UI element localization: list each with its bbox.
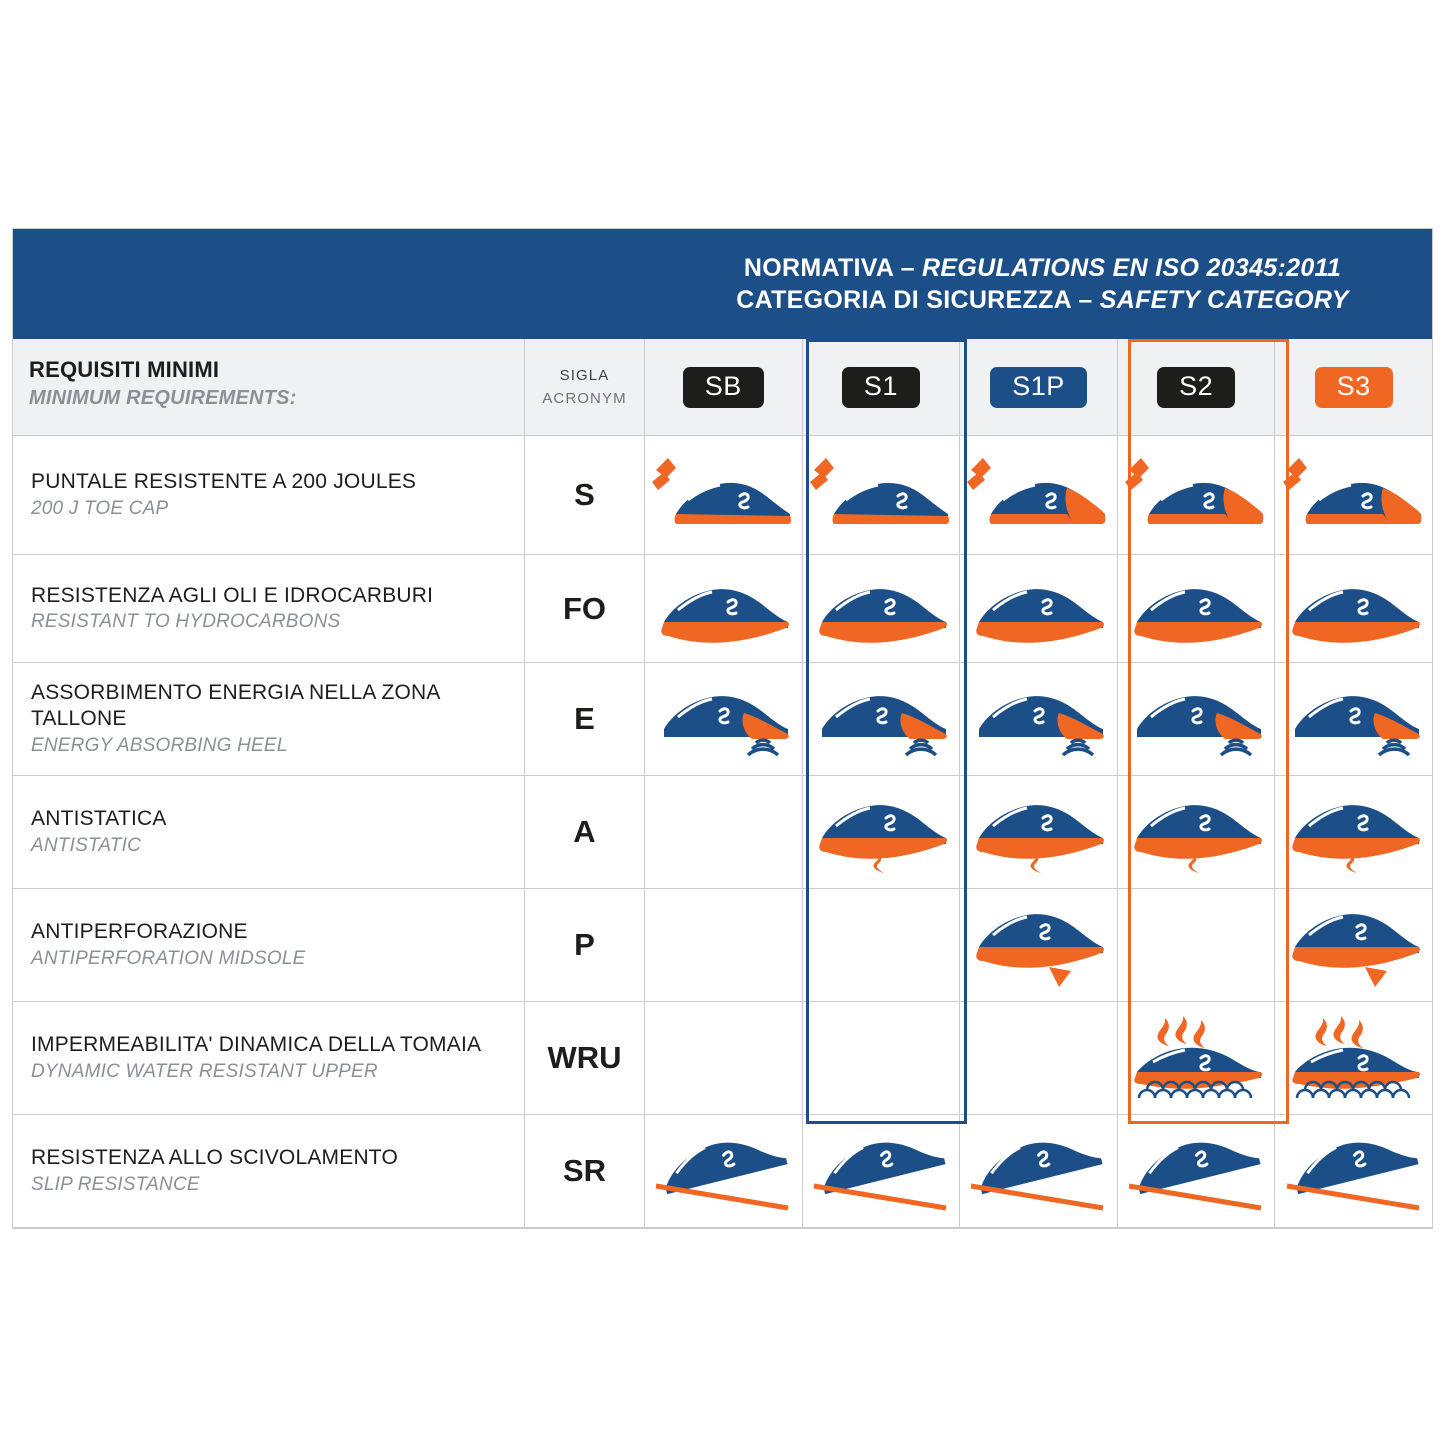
cell-s1p-a (960, 776, 1118, 888)
shoe-oil-resistant-sole-icon (806, 570, 956, 648)
cell-s2-a (1118, 776, 1276, 888)
cell-s1-fo (803, 555, 961, 662)
cell-s1-s (803, 436, 961, 554)
requirement-en: DYNAMIC WATER RESISTANT UPPER (31, 1060, 378, 1082)
requirement-it: RESISTENZA AGLI OLI E IDROCARBURI (31, 583, 434, 607)
shoe-antiperforation-icon (1279, 901, 1429, 989)
band-title-block (645, 229, 1432, 339)
category-header-s2[interactable] (1118, 339, 1276, 435)
cell-s1p-fo (960, 555, 1118, 662)
requirement-en: SLIP RESISTANCE (31, 1173, 200, 1195)
cell-s1p-sr (960, 1115, 1118, 1227)
cell-s3-s (1275, 436, 1432, 554)
requirements-header-en: MINIMUM REQUIREMENTS: (29, 387, 297, 409)
acronym-cell: SR (525, 1115, 645, 1227)
requirement-it: PUNTALE RESISTENTE A 200 JOULES (31, 470, 417, 494)
requirement-label-cell (13, 663, 525, 775)
shoe-oil-resistant-sole-icon (1279, 570, 1429, 648)
safety-category-italic: SAFETY CATEGORY (1099, 286, 1349, 314)
requirement-it: ANTIPERFORAZIONE (31, 920, 248, 944)
requirement-it: ANTISTATICA (31, 807, 167, 831)
category-header-s3[interactable] (1275, 339, 1432, 435)
acronym-cell: S (525, 436, 645, 554)
shoe-energy-absorbing-heel-icon (963, 679, 1113, 759)
requirement-en: 200 J TOE CAP (31, 497, 169, 519)
acronym-cell: P (525, 889, 645, 1001)
requirement-en: ANTIPERFORATION MIDSOLE (31, 947, 306, 969)
cell-sb-e (645, 663, 803, 775)
table-header-band (13, 229, 1432, 339)
acronym-cell: WRU (525, 1002, 645, 1114)
table-row (13, 1002, 1432, 1115)
regulation-title-line (653, 252, 1432, 284)
shoe-oil-resistant-sole-icon (648, 570, 798, 648)
shoe-slip-resistance-icon (806, 1128, 956, 1214)
cell-sb-wru-empty (645, 1002, 803, 1114)
cell-s1-e (803, 663, 961, 775)
shoe-toe-cap-icon (806, 452, 956, 538)
requirement-en: ENERGY ABSORBING HEEL (31, 734, 288, 756)
shoe-energy-absorbing-heel-icon (648, 679, 798, 759)
table-row (13, 663, 1432, 776)
cell-s2-wru (1118, 1002, 1276, 1114)
shoe-slip-resistance-icon (963, 1128, 1113, 1214)
cell-sb-a-empty (645, 776, 803, 888)
cell-s1-wru-empty (803, 1002, 961, 1114)
table-row (13, 776, 1432, 889)
requirements-header-cell (13, 339, 525, 435)
shoe-toe-cap-icon (1279, 452, 1429, 538)
safety-category-prefix: CATEGORIA DI SICUREZZA – (736, 286, 1100, 314)
requirements-header-it: REQUISITI MINIMI (29, 357, 220, 382)
table-row (13, 1115, 1432, 1228)
acronym-cell: E (525, 663, 645, 775)
shoe-oil-resistant-sole-icon (1121, 570, 1271, 648)
requirement-label-cell (13, 1115, 525, 1227)
cell-sb-sr (645, 1115, 803, 1227)
shoe-toe-cap-icon (648, 452, 798, 538)
cell-s3-p (1275, 889, 1432, 1001)
cell-s3-a (1275, 776, 1432, 888)
shoe-antistatic-icon (1121, 790, 1271, 874)
cell-s3-wru (1275, 1002, 1432, 1114)
requirement-en: RESISTANT TO HYDROCARBONS (31, 611, 341, 633)
cell-s2-sr (1118, 1115, 1276, 1227)
cell-sb-p-empty (645, 889, 803, 1001)
category-header-sb[interactable] (645, 339, 803, 435)
shoe-antiperforation-icon (963, 901, 1113, 989)
cell-s3-sr (1275, 1115, 1432, 1227)
requirements-table (12, 228, 1433, 1229)
shoe-water-resistant-upper-icon (1279, 1010, 1429, 1106)
cell-sb-s (645, 436, 803, 554)
safety-category-title-line (653, 284, 1432, 316)
requirement-it: RESISTENZA ALLO SCIVOLAMENTO (31, 1146, 398, 1170)
shoe-toe-cap-icon (963, 452, 1113, 538)
table-row (13, 555, 1432, 663)
band-left-spacer (13, 229, 645, 339)
shoe-water-resistant-upper-icon (1121, 1010, 1271, 1106)
category-chip-s1p: S1P (990, 367, 1087, 408)
acronym-header-en: ACRONYM (542, 390, 627, 407)
regulation-title-prefix: NORMATIVA – (743, 254, 923, 282)
shoe-energy-absorbing-heel-icon (1279, 679, 1429, 759)
table-row (13, 889, 1432, 1002)
cell-s1-a (803, 776, 961, 888)
category-chip-s3: S3 (1315, 367, 1393, 408)
category-header-row (13, 339, 1432, 436)
shoe-antistatic-icon (806, 790, 956, 874)
requirement-label-cell (13, 776, 525, 888)
requirement-it: IMPERMEABILITA' DINAMICA DELLA TOMAIA (31, 1033, 482, 1057)
category-chip-s2: S2 (1157, 367, 1235, 408)
requirement-label-cell (13, 555, 525, 662)
shoe-toe-cap-icon (1121, 452, 1271, 538)
shoe-antistatic-icon (1279, 790, 1429, 874)
category-header-s1[interactable] (803, 339, 961, 435)
cell-s1p-p (960, 889, 1118, 1001)
cell-sb-fo (645, 555, 803, 662)
requirement-it: ASSORBIMENTO ENERGIA NELLA ZONA TALLONE (31, 681, 440, 731)
cell-s2-fo (1118, 555, 1276, 662)
cell-s2-s (1118, 436, 1276, 554)
regulation-title-italic: REGULATIONS EN ISO 20345:2011 (922, 254, 1342, 282)
shoe-slip-resistance-icon (1279, 1128, 1429, 1214)
category-chip-sb: SB (683, 367, 764, 408)
cell-s1p-e (960, 663, 1118, 775)
cell-s1p-s (960, 436, 1118, 554)
requirement-label-cell (13, 1002, 525, 1114)
shoe-oil-resistant-sole-icon (963, 570, 1113, 648)
cell-s1-p-empty (803, 889, 961, 1001)
acronym-cell: A (525, 776, 645, 888)
shoe-slip-resistance-icon (648, 1128, 798, 1214)
shoe-antistatic-icon (963, 790, 1113, 874)
cell-s3-fo (1275, 555, 1432, 662)
shoe-energy-absorbing-heel-icon (1121, 679, 1271, 759)
requirement-en: ANTISTATIC (31, 834, 142, 856)
acronym-header-it: SIGLA (559, 366, 610, 384)
requirement-label-cell (13, 436, 525, 554)
acronym-header-cell (525, 339, 645, 435)
cell-s2-p-empty (1118, 889, 1276, 1001)
shoe-energy-absorbing-heel-icon (806, 679, 956, 759)
category-header-s1p[interactable] (960, 339, 1118, 435)
category-chip-s1: S1 (842, 367, 920, 408)
table-row (13, 436, 1432, 555)
cell-s1p-wru-empty (960, 1002, 1118, 1114)
requirement-label-cell (13, 889, 525, 1001)
cell-s1-sr (803, 1115, 961, 1227)
cell-s2-e (1118, 663, 1276, 775)
cell-s3-e (1275, 663, 1432, 775)
shoe-slip-resistance-icon (1121, 1128, 1271, 1214)
acronym-cell: FO (525, 555, 645, 662)
